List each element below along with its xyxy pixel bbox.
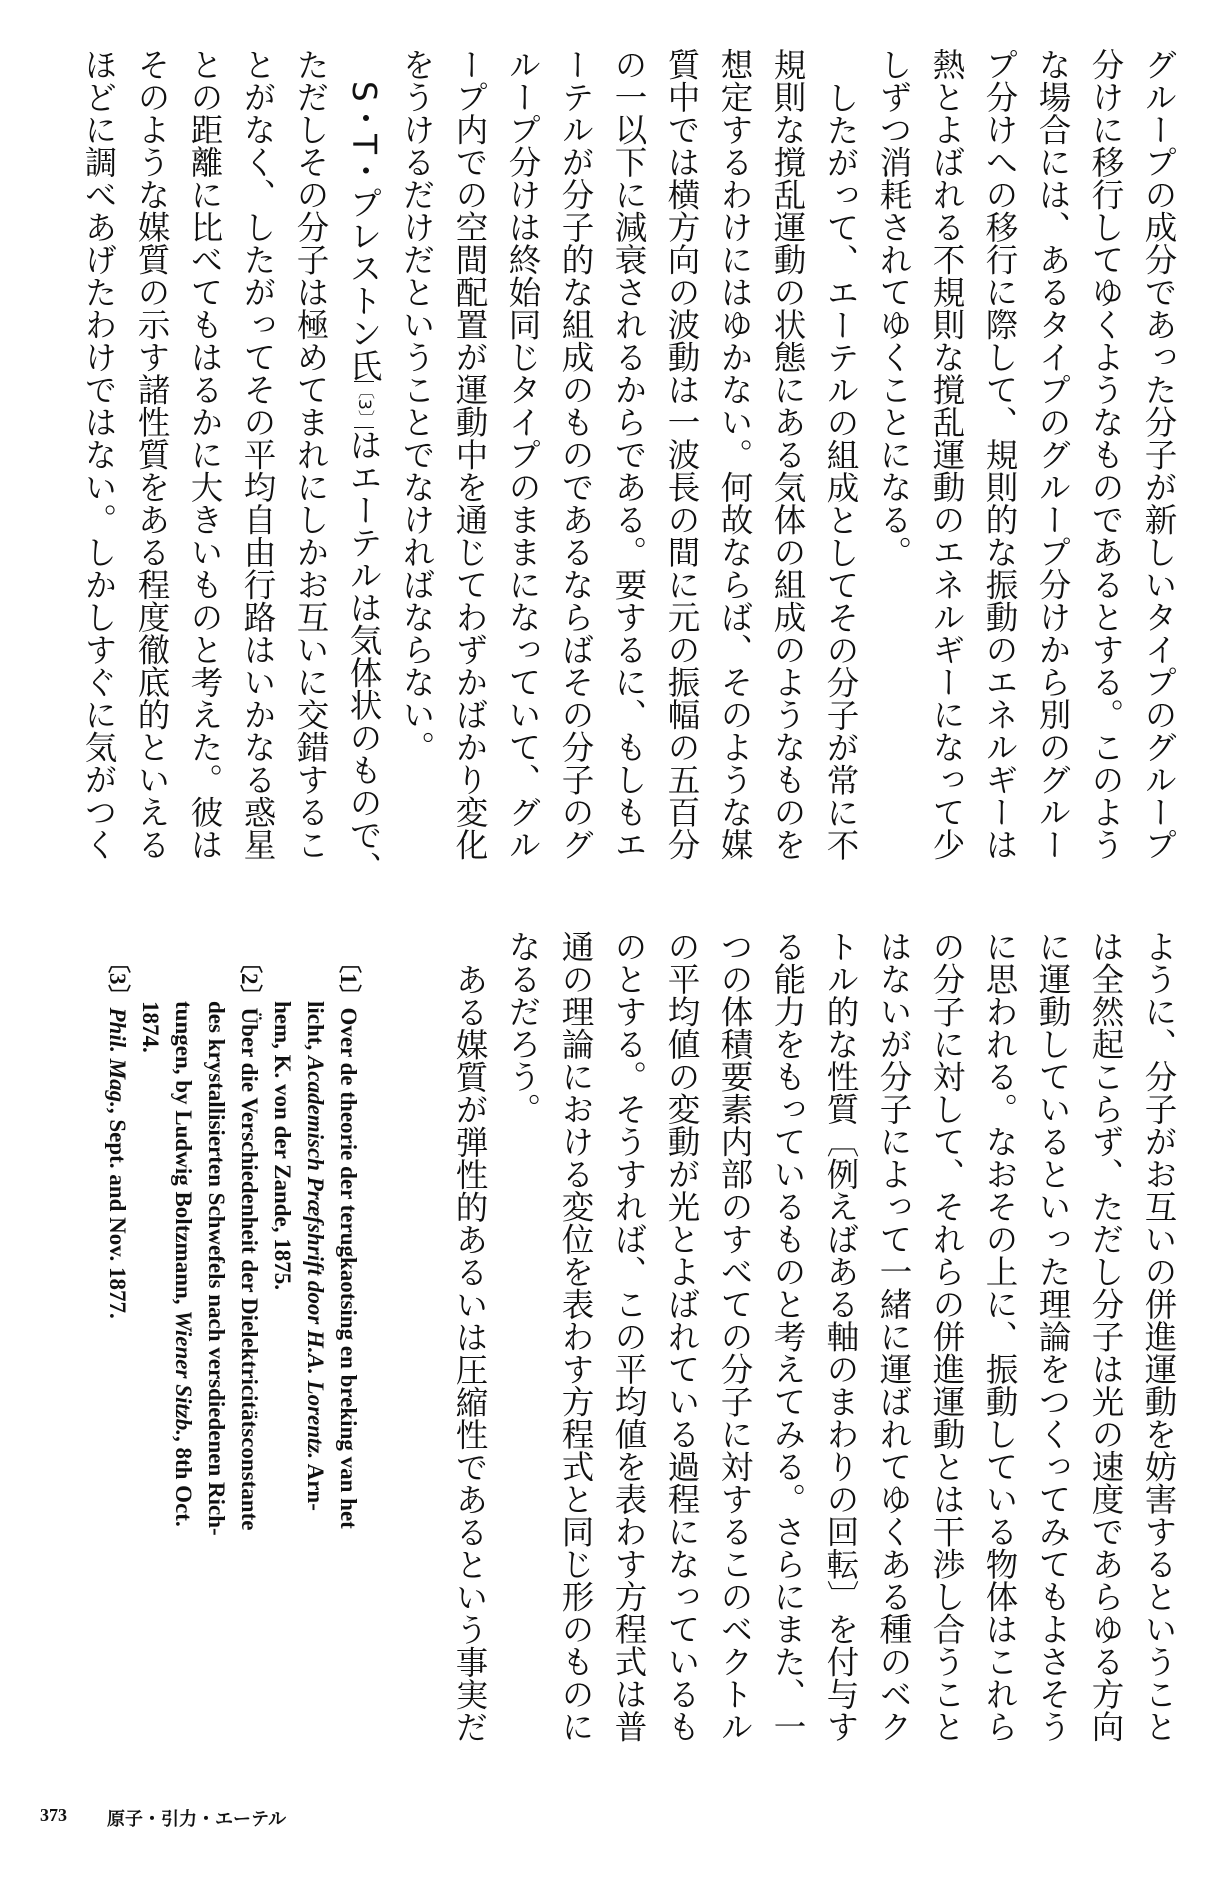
text-line: そのような媒質の示す諸性質をある程度徹底的といえる xyxy=(133,48,171,861)
footnote-2: 〔2〕Über die Verschiedenheit der Dielektricitätsconstante xyxy=(237,950,262,1531)
footnote-text: Arn- xyxy=(303,1458,328,1511)
text-line xyxy=(337,48,390,883)
preston-text: S・T・プレストン氏 xyxy=(345,80,383,381)
running-title: 原子・引力・エーテル xyxy=(107,1809,287,1830)
text-line: な場合には、あるタイプのグループ分けから別のグルー xyxy=(1034,48,1072,861)
footnote-text: licht, xyxy=(303,1000,328,1056)
page-number: 373 xyxy=(40,1805,67,1825)
text-line: の平均値の変動が光とよばれている過程になっているも xyxy=(663,930,701,1743)
text-line: プ分けへの移行に際して、規則的な振動のエネルギーは xyxy=(981,48,1019,861)
text-line: トル的な性質〔例えばある軸のまわりの回転〕を付与す xyxy=(822,930,860,1743)
text-line: ループ分けは終始同じタイプのままになっていて、グル xyxy=(504,48,542,861)
text-line: をうけるだけだということでなければならない。 xyxy=(398,48,436,763)
text-line: 規則な撹乱運動の状態にある気体の組成のようなものを xyxy=(769,48,807,861)
text-line: したがって、エーテルの組成としてその分子が常に不 xyxy=(822,80,860,861)
text-line: のとする。そうすれば、この平均値を表わす方程式は普 xyxy=(610,930,648,1743)
footnote-mark: 〔3〕 xyxy=(105,950,130,1008)
footnote-text: tungen, by Ludwig Boltzmann, xyxy=(171,1000,196,1310)
text-line: る能力をもっているものと考えてみる。さらにまた、一 xyxy=(769,930,807,1743)
footnote-italic: Wiener Sitzb. xyxy=(171,1309,196,1436)
text-line: 質中では横方向の波動は一波長の間に元の振幅の五百分 xyxy=(663,48,701,861)
footnote-2-line: 1874. xyxy=(138,1000,163,1053)
footnote-1: 〔1〕Over de theorie der terugkaotsing en breking van het xyxy=(336,950,361,1529)
text-line: との距離に比べてもはるかに大きいものと考えた。彼は xyxy=(186,48,224,861)
text-line: はないが分子によって一緒に運ばれてゆくある種のベク xyxy=(875,930,913,1743)
text-line: ープ内での空間配置が運動中を通じてわずかばかり変化 xyxy=(451,48,489,861)
text-line: なるだろう。 xyxy=(504,930,542,1125)
page-footer xyxy=(40,1805,286,1831)
text-line: は全然起こらず、ただし分子は光の速度であらゆる方向 xyxy=(1087,930,1125,1743)
footnote-text: , 8th Oct. xyxy=(171,1435,196,1527)
footnote-2-line: des krystallisierten Schwefels nach versdiedenen Rich- xyxy=(204,1000,229,1536)
preston-text-rest: はエーテルは気体状のもので、 xyxy=(345,427,383,883)
text-line: に運動しているといった理論をつくってみてもよさそう xyxy=(1034,930,1072,1743)
text-line: の分子に対して、それらの併進運動とは干渉し合うこと xyxy=(928,930,966,1743)
text-line: しずつ消耗されてゆくことになる。 xyxy=(875,48,913,568)
text-line: ほどに調べあげたわけではない。しかしすぐに気がつく xyxy=(80,48,118,861)
footnote-1-line xyxy=(299,950,332,1770)
lower-text-block xyxy=(443,930,1185,1770)
footnote-italic: Academisch Præfshrift door H.A. Lorentz. xyxy=(303,1055,328,1459)
footnote-2-line xyxy=(167,950,200,1770)
footnote-text: , Sept. and Nov. 1877. xyxy=(105,1107,130,1319)
text-line: 熱とよばれる不規則な撹乱運動のエネルギーになって少 xyxy=(928,48,966,861)
text-line: 分けに移行してゆくようなものであるとする。このよう xyxy=(1087,48,1125,861)
text-line: の一以下に減衰されるからである。要するに、もしもエ xyxy=(610,48,648,861)
text-line: ーテルが分子的な組成のものであるならばその分子のグ xyxy=(557,48,595,861)
footnote-1-line: hem, K. von der Zande, 1875. xyxy=(270,1000,295,1290)
text-line: ただしその分子は極めてまれにしかお互いに交錯するこ xyxy=(292,48,330,861)
footnote-3 xyxy=(101,950,134,1770)
text-line: グループの成分であった分子が新しいタイプのグループ xyxy=(1140,48,1178,861)
text-line: 通の理論における変位を表わす方程式と同じ形のものに xyxy=(557,930,595,1743)
footnote-ref-3: 〔3〕 xyxy=(354,381,374,427)
text-line: とがなく、したがってその平均自由行路はいかなる惑星 xyxy=(239,48,277,861)
upper-text-block xyxy=(72,48,1185,883)
footnotes xyxy=(101,950,365,1770)
text-line: ある媒質が弾性的あるいは圧縮性であるという事実だ xyxy=(451,962,489,1743)
text-line: に思われる。なおその上に、振動している物体はこれら xyxy=(981,930,1019,1743)
text-line: ように、分子がお互いの併進運動を妨害するということ xyxy=(1140,930,1178,1743)
text-line: 想定するわけにはゆかない。何故ならば、そのような媒 xyxy=(716,48,754,861)
footnote-italic: Phil. Mag. xyxy=(105,1007,130,1108)
text-line: つの体積要素内部のすべての分子に対するこのベクトル xyxy=(716,930,754,1743)
